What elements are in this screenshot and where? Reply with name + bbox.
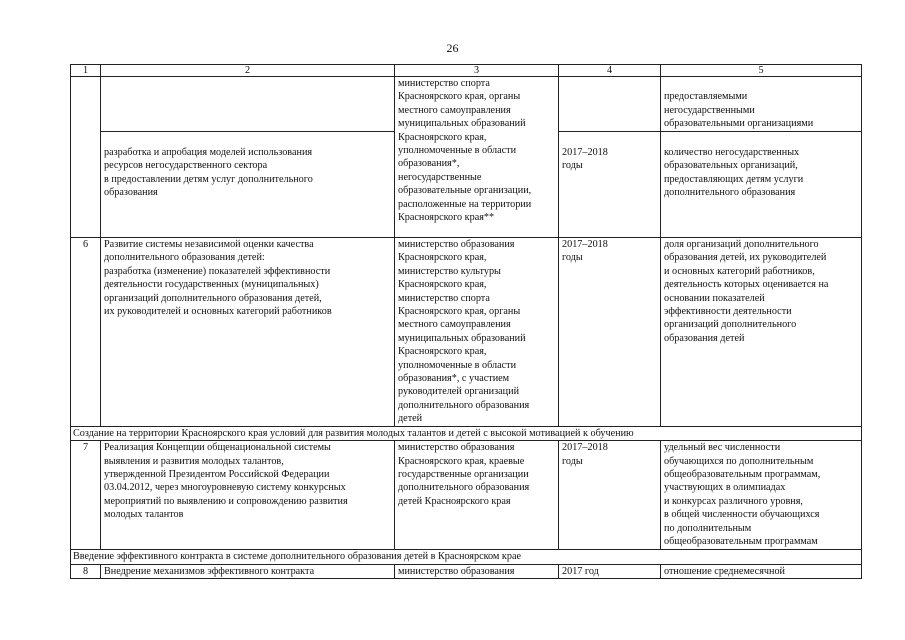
indicator-cell: удельный вес численности обучающихся по дополнительным общеобразовательным программам, участвующих в олимпиадах и конкурсах различного уровня, в общей численности обучающихся по дополнительным общеобразовательным программам	[661, 441, 862, 550]
executors-cell: министерство образования Красноярского края, краевые государственные организации дополнительного образования детей Красноярского края	[395, 441, 559, 550]
period-cell: 2017–2018 годы	[559, 441, 661, 550]
row-number: 8	[71, 564, 101, 578]
indicator-cell	[661, 77, 862, 238]
column-header-2: 2	[101, 65, 395, 77]
executors-cell: министерство спорта Красноярского края, органы местного самоуправления муниципальных образований Красноярского края, уполномоченные в области образования*, негосударственные образовательные организации, расположенные на территории Красноярского края**	[395, 77, 559, 238]
row-number: 6	[71, 238, 101, 427]
indicator-cell: отношение среднемесячной	[661, 564, 862, 578]
row-number	[71, 77, 101, 238]
indicator-text: количество негосударственных образовательных организаций, предоставляющих детям услуги дополнительного образования	[664, 146, 804, 199]
period-cell: 2017 год	[559, 564, 661, 578]
measure-cell: Реализация Концепции общенациональной системы выявления и развития молодых талантов, утвержденной Президентом Российской Федерации 03.04.2012, через многоуровневую систему конкурсных мероприятий по выявлению и сопровождению развития молодых талантов	[101, 441, 395, 550]
measure-cell: Внедрение механизмов эффективного контракта	[101, 564, 395, 578]
section-heading-row	[71, 550, 862, 564]
section-heading-row	[71, 426, 862, 440]
table-row	[71, 238, 862, 427]
measure-cell: Развитие системы независимой оценки качества дополнительного образования детей: разработка (изменение) показателей эффективности деятельности государственных (муниципальных) организаций дополнительного образования детей, их руководителей и основных категорий работников	[101, 238, 395, 427]
table-header-row	[71, 65, 862, 77]
executors-cell: министерство образования	[395, 564, 559, 578]
row-number: 7	[71, 441, 101, 550]
column-header-3: 3	[395, 65, 559, 77]
table-row	[71, 441, 862, 550]
measure-text: разработка и апробация моделей использования ресурсов негосударственного сектора в предоставлении детям услуг дополнительного образования	[104, 146, 313, 199]
table-row	[71, 564, 862, 578]
measure-cell	[101, 77, 395, 238]
section-heading-talents: Создание на территории Красноярского края условий для развития молодых талантов и детей с высокой мотивацией к обучению	[71, 426, 862, 440]
measure-cell-top	[101, 90, 394, 132]
indicator-continued: предоставляемыми негосударственными образовательными организациями	[661, 90, 861, 132]
column-header-4: 4	[559, 65, 661, 77]
measures-table	[70, 64, 862, 579]
period-cell	[559, 77, 661, 238]
period-cell-top	[559, 90, 660, 132]
section-heading-contract: Введение эффективного контракта в системе дополнительного образования детей в Красноярском крае	[71, 550, 862, 564]
page-number: 26	[446, 41, 459, 55]
column-header-1: 1	[71, 65, 101, 77]
indicator-cell: доля организаций дополнительного образования детей, их руководителей и основных категорий работников, деятельность которых оценивается на основании показателей эффективности деятельности организаций дополнительного образования детей	[661, 238, 862, 427]
executors-cell: министерство образования Красноярского края, министерство культуры Красноярского края, министерство спорта Красноярского края, органы местного самоуправления муниципальных образований Красноярского края, уполномоченные в области образования*, с участием руководителей организаций дополнительного образования детей	[395, 238, 559, 427]
period-cell: 2017–2018 годы	[559, 238, 661, 427]
period-text: 2017–2018 годы	[562, 146, 608, 172]
column-header-5: 5	[661, 65, 862, 77]
table-row	[71, 77, 862, 238]
